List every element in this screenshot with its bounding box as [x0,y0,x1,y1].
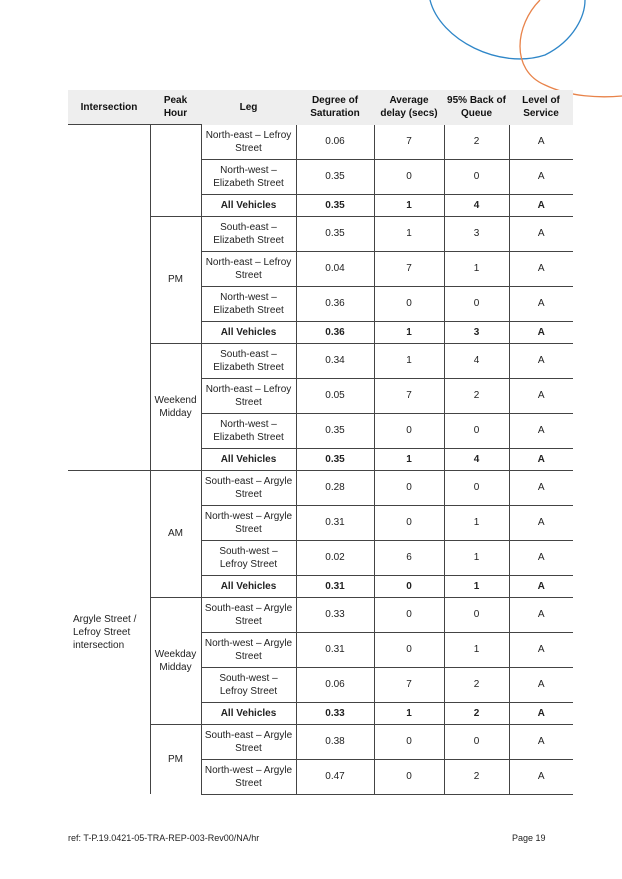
queue-cell: 0 [444,413,509,448]
leg-cell: South-east – Argyle Street [201,724,296,759]
delay-cell: 0 [374,159,444,194]
header-intersection: Intersection [68,90,150,125]
delay-cell: 7 [374,378,444,413]
leg-cell: North-east – Lefroy Street [201,251,296,286]
los-cell: A [509,667,573,702]
saturation-cell: 0.34 [296,343,374,378]
queue-cell: 0 [444,159,509,194]
leg-cell: South-east – Argyle Street [201,470,296,505]
delay-cell: 0 [374,505,444,540]
intersection-cell-argyle-lefroy: Argyle Street / Lefroy Street intersection [68,470,150,794]
saturation-cell: 0.35 [296,448,374,470]
saturation-cell: 0.35 [296,216,374,251]
delay-cell: 1 [374,448,444,470]
queue-cell: 4 [444,448,509,470]
delay-cell: 1 [374,321,444,343]
delay-cell: 1 [374,194,444,216]
header-back-of-queue: 95% Back of Queue [444,90,509,125]
footer-page-number: Page 19 [512,833,546,843]
los-cell: A [509,470,573,505]
delay-cell: 1 [374,702,444,724]
leg-cell: North-east – Lefroy Street [201,125,296,160]
saturation-cell: 0.31 [296,505,374,540]
table-row [68,470,573,505]
los-cell: A [509,343,573,378]
header-level-of-service: Level of Service [509,90,573,125]
queue-cell: 1 [444,632,509,667]
delay-cell: 7 [374,667,444,702]
delay-cell: 0 [374,286,444,321]
leg-cell: South-east – Argyle Street [201,597,296,632]
saturation-cell: 0.28 [296,470,374,505]
queue-cell: 2 [444,378,509,413]
los-cell: A [509,540,573,575]
leg-cell: All Vehicles [201,575,296,597]
traffic-results-table [68,90,573,795]
saturation-cell: 0.02 [296,540,374,575]
footer-reference: ref: T-P.19.0421-05-TRA-REP-003-Rev00/NA/hr [68,833,260,843]
saturation-cell: 0.33 [296,597,374,632]
table-header-row [68,90,573,125]
saturation-cell: 0.33 [296,702,374,724]
queue-cell: 1 [444,575,509,597]
queue-cell: 0 [444,597,509,632]
queue-cell: 2 [444,667,509,702]
leg-cell: All Vehicles [201,702,296,724]
saturation-cell: 0.35 [296,159,374,194]
leg-cell: North-west – Elizabeth Street [201,413,296,448]
saturation-cell: 0.06 [296,667,374,702]
queue-cell: 2 [444,125,509,160]
saturation-cell: 0.05 [296,378,374,413]
los-cell: A [509,286,573,321]
intersection-cell-1 [68,125,150,471]
queue-cell: 0 [444,470,509,505]
los-cell: A [509,632,573,667]
saturation-cell: 0.36 [296,286,374,321]
leg-cell: All Vehicles [201,321,296,343]
peak-cell-weekday-midday: Weekday Midday [150,597,201,724]
delay-cell: 0 [374,470,444,505]
queue-cell: 1 [444,540,509,575]
header-degree-of-saturation: Degree of Saturation [296,90,374,125]
delay-cell: 7 [374,125,444,160]
leg-cell: North-west – Elizabeth Street [201,286,296,321]
leg-cell: South-west – Lefroy Street [201,540,296,575]
saturation-cell: 0.47 [296,759,374,794]
peak-cell-blank [150,125,201,217]
table-row [68,125,573,160]
los-cell: A [509,575,573,597]
leg-cell: South-east – Elizabeth Street [201,343,296,378]
los-cell: A [509,159,573,194]
delay-cell: 1 [374,343,444,378]
los-cell: A [509,759,573,794]
delay-cell: 0 [374,597,444,632]
queue-cell: 1 [444,251,509,286]
peak-cell-pm: PM [150,216,201,343]
los-cell: A [509,597,573,632]
leg-cell: North-west – Argyle Street [201,632,296,667]
queue-cell: 4 [444,343,509,378]
saturation-cell: 0.31 [296,575,374,597]
saturation-cell: 0.36 [296,321,374,343]
saturation-cell: 0.31 [296,632,374,667]
los-cell: A [509,448,573,470]
leg-cell: South-west – Lefroy Street [201,667,296,702]
los-cell: A [509,702,573,724]
peak-cell-pm-argyle: PM [150,724,201,794]
los-cell: A [509,216,573,251]
los-cell: A [509,378,573,413]
los-cell: A [509,505,573,540]
delay-cell: 0 [374,413,444,448]
queue-cell: 3 [444,216,509,251]
queue-cell: 1 [444,505,509,540]
header-leg: Leg [201,90,296,125]
leg-cell: North-east – Lefroy Street [201,378,296,413]
delay-cell: 1 [374,216,444,251]
header-average-delay: Average delay (secs) [374,90,444,125]
delay-cell: 6 [374,540,444,575]
header-peak-hour: Peak Hour [150,90,201,125]
saturation-cell: 0.35 [296,194,374,216]
los-cell: A [509,125,573,160]
saturation-cell: 0.35 [296,413,374,448]
los-cell: A [509,194,573,216]
saturation-cell: 0.38 [296,724,374,759]
leg-cell: North-west – Argyle Street [201,505,296,540]
leg-cell: All Vehicles [201,448,296,470]
los-cell: A [509,251,573,286]
queue-cell: 0 [444,724,509,759]
leg-cell: South-east – Elizabeth Street [201,216,296,251]
queue-cell: 3 [444,321,509,343]
queue-cell: 2 [444,702,509,724]
los-cell: A [509,321,573,343]
leg-cell: All Vehicles [201,194,296,216]
delay-cell: 7 [374,251,444,286]
queue-cell: 2 [444,759,509,794]
delay-cell: 0 [374,724,444,759]
delay-cell: 0 [374,759,444,794]
los-cell: A [509,413,573,448]
saturation-cell: 0.04 [296,251,374,286]
delay-cell: 0 [374,575,444,597]
queue-cell: 4 [444,194,509,216]
los-cell: A [509,724,573,759]
leg-cell: North-west – Elizabeth Street [201,159,296,194]
delay-cell: 0 [374,632,444,667]
peak-cell-am: AM [150,470,201,597]
queue-cell: 0 [444,286,509,321]
saturation-cell: 0.06 [296,125,374,160]
leg-cell: North-west – Argyle Street [201,759,296,794]
peak-cell-weekend-midday: Weekend Midday [150,343,201,470]
